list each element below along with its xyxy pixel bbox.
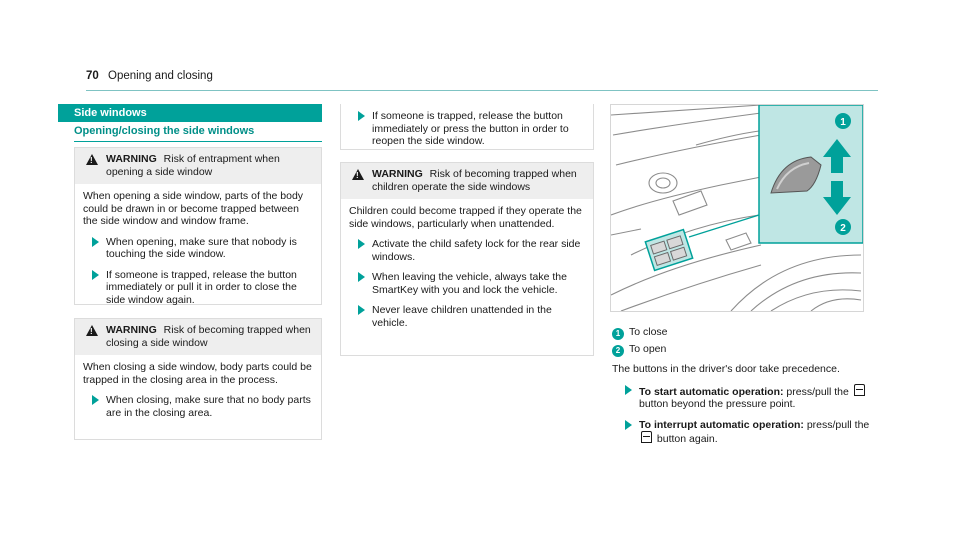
instruction-step bbox=[349, 271, 585, 296]
warning-header bbox=[75, 148, 321, 184]
figure-legend bbox=[612, 326, 872, 452]
page-header bbox=[86, 70, 213, 82]
step-text: press/pull the bbox=[806, 418, 870, 431]
warning-body: Children could become trapped if they operate the side windows, particularly when unattended. bbox=[349, 205, 582, 230]
step-text: When opening, make sure that nobody is touching the side window. bbox=[106, 235, 297, 260]
instruction-step bbox=[349, 304, 585, 329]
step-text: When leaving the vehicle, always take the SmartKey with you and lock the vehicle. bbox=[372, 271, 567, 296]
legend-label: To close bbox=[629, 326, 668, 338]
instruction-step bbox=[349, 238, 585, 263]
step-text: button beyond the pressure point. bbox=[639, 398, 796, 410]
warning-triangle-icon bbox=[86, 325, 98, 336]
legend-item bbox=[612, 326, 872, 340]
warning-headline: Risk of becoming trapped when children operate the side windows bbox=[372, 168, 577, 193]
warning-label: WARNING bbox=[106, 324, 157, 336]
instruction-step bbox=[83, 236, 313, 261]
step-text: If someone is trapped, release the button immediately or pull it in order to close the side window again. bbox=[106, 268, 297, 306]
step-text: Activate the child safety lock for the rear side windows. bbox=[372, 238, 581, 263]
step-text: If someone is trapped, release the button immediately or press the button in order to reopen the side window. bbox=[372, 110, 569, 147]
legend-label: To open bbox=[629, 343, 667, 355]
step-text: When closing, make sure that no body parts are in the closing area. bbox=[106, 394, 311, 419]
continued-warning-box bbox=[340, 104, 594, 150]
instruction-step bbox=[83, 394, 313, 419]
warning-header bbox=[341, 163, 593, 199]
warning-header bbox=[75, 319, 321, 355]
window-switch-icon bbox=[854, 384, 865, 396]
step-lead: To interrupt automatic operation: bbox=[639, 418, 804, 431]
arrow-right-icon bbox=[92, 270, 99, 280]
warning-box-entrapment bbox=[74, 147, 322, 305]
step-text: Never leave children unattended in the vehicle. bbox=[372, 304, 552, 329]
warning-box-children bbox=[340, 162, 594, 356]
warning-triangle-icon bbox=[352, 169, 364, 180]
arrow-right-icon bbox=[358, 239, 365, 249]
intro-paragraph: The buttons in the driver's door take precedence. bbox=[612, 363, 840, 375]
chapter-title: Opening and closing bbox=[108, 70, 213, 82]
warning-label: WARNING bbox=[106, 153, 157, 165]
arrow-right-icon bbox=[92, 237, 99, 247]
warning-body: When closing a side window, body parts could be trapped in the closing area in the process. bbox=[83, 361, 312, 386]
legend-item bbox=[612, 343, 872, 357]
arrow-right-icon bbox=[625, 420, 632, 430]
figure-callout-2: 2 bbox=[840, 223, 846, 234]
section-title: Side windows bbox=[58, 104, 322, 122]
window-switch-icon bbox=[641, 431, 652, 443]
door-panel-illustration bbox=[611, 105, 863, 311]
callout-badge: 2 bbox=[612, 345, 624, 357]
step-text: press/pull the bbox=[786, 385, 849, 398]
arrow-right-icon bbox=[92, 395, 99, 405]
instruction-step bbox=[616, 384, 872, 411]
arrow-right-icon bbox=[358, 111, 365, 121]
step-text: button again. bbox=[656, 433, 718, 445]
page-number: 70 bbox=[86, 70, 99, 82]
arrow-right-icon bbox=[625, 385, 632, 395]
step-lead: To start automatic operation: bbox=[639, 385, 784, 398]
warning-body: When opening a side window, parts of the body could be drawn in or become trapped between the side window and window frame. bbox=[83, 190, 304, 227]
door-panel-figure bbox=[610, 104, 864, 312]
instruction-step bbox=[349, 110, 585, 148]
callout-badge: 1 bbox=[612, 328, 624, 340]
subsection-title: Opening/closing the side windows bbox=[74, 125, 322, 142]
header-rule bbox=[86, 90, 878, 91]
figure-callout-1: 1 bbox=[840, 117, 846, 128]
warning-box-closing bbox=[74, 318, 322, 440]
instruction-step bbox=[83, 269, 313, 307]
warning-triangle-icon bbox=[86, 154, 98, 165]
warning-label: WARNING bbox=[372, 168, 423, 180]
warning-headline: Risk of entrapment when opening a side window bbox=[106, 153, 280, 178]
arrow-right-icon bbox=[358, 305, 365, 315]
arrow-right-icon bbox=[358, 272, 365, 282]
warning-headline: Risk of becoming trapped when closing a side window bbox=[106, 324, 311, 349]
instruction-step bbox=[616, 419, 872, 446]
